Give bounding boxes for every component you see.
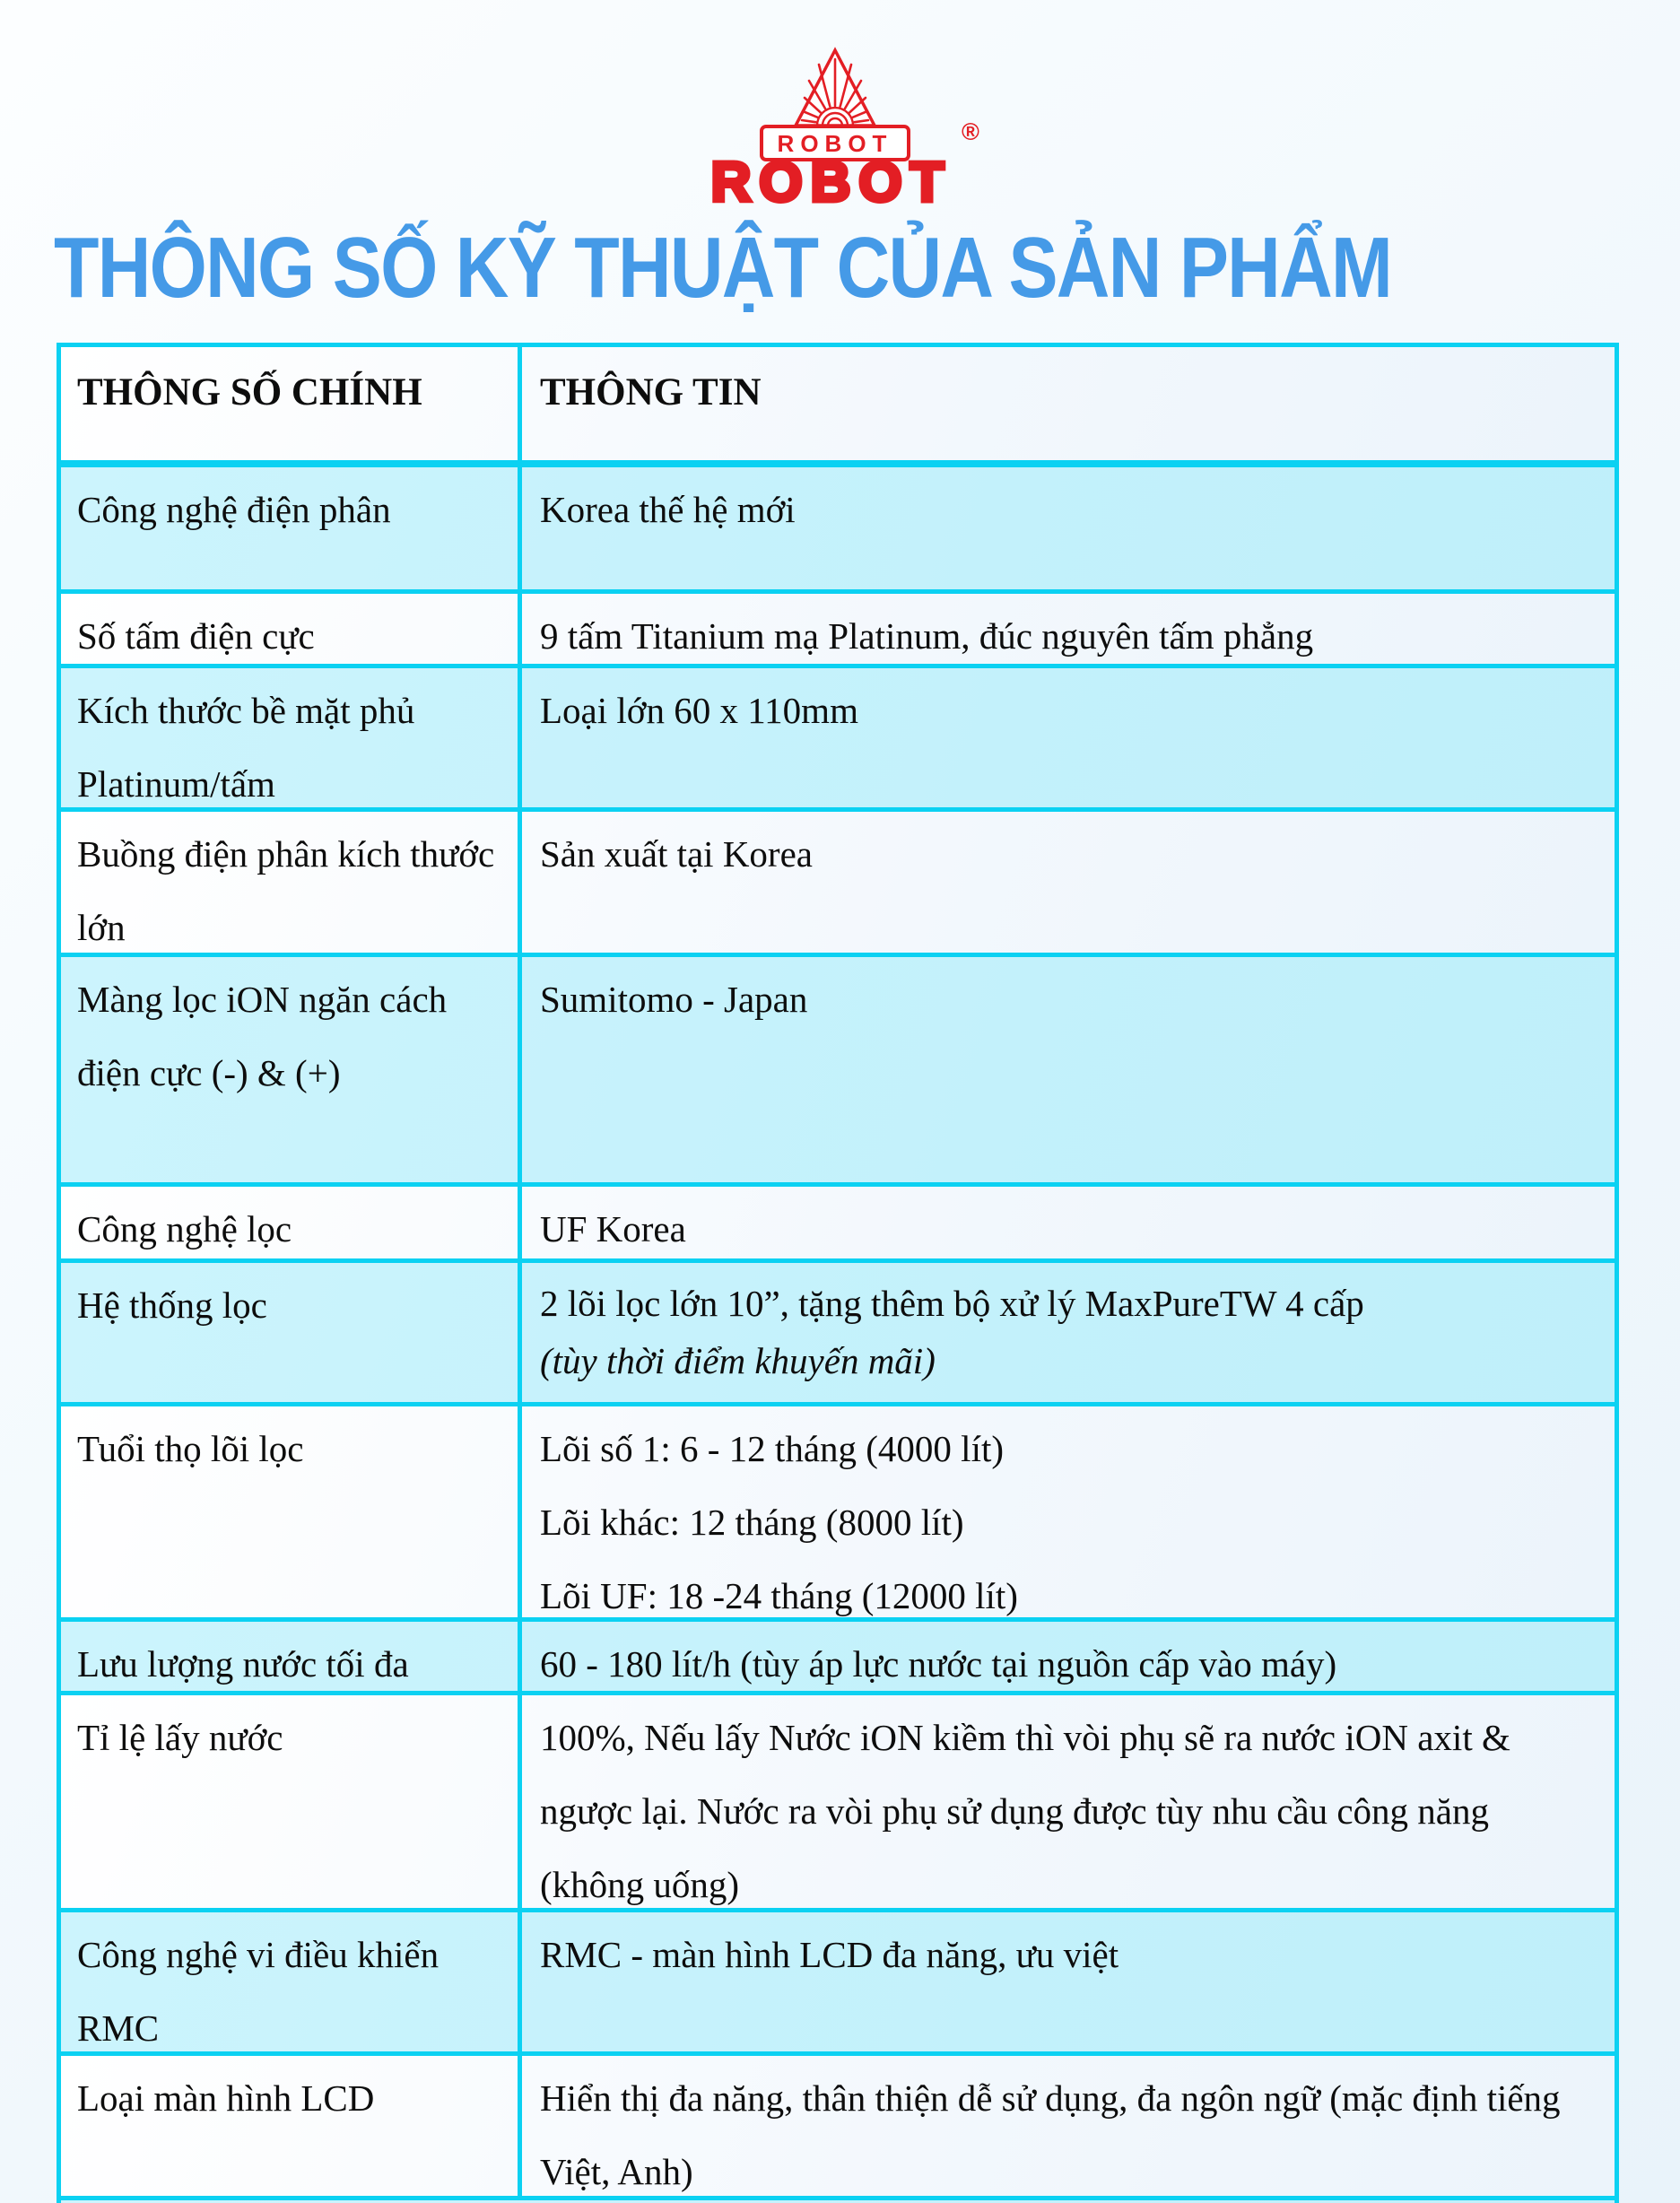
sunburst-triangle-icon [796,50,875,126]
spec-label-cell: Màng lọc iON ngăn cách điện cực (-) & (+) [61,957,522,1182]
table-header-info: THÔNG TIN [540,371,762,414]
spec-value-cell [522,1695,1615,1908]
spec-value-cell [522,1622,1615,1691]
spec-value-line: UF Korea [540,1208,686,1250]
spec-value-cell [522,2056,1615,2196]
table-header-param: THÔNG SỐ CHÍNH [61,347,522,460]
spec-value-cell [522,1406,1615,1617]
spec-label-cell: Tuổi thọ lõi lọc [61,1406,522,1617]
spec-value-line: Lõi số 1: 6 - 12 tháng (4000 lít) [540,1428,1005,1469]
spec-value-cell [522,1263,1615,1402]
spec-value-line: 60 - 180 lít/h (tùy áp lực nước tại nguồn cấp vào máy) [540,1643,1337,1685]
table-row [61,1691,1615,1908]
spec-value-line: Lõi khác: 12 tháng (8000 lít) [540,1502,964,1543]
table-row [61,1402,1615,1617]
spec-value-line: Sumitomo - Japan [540,979,808,1020]
spec-value-line: Lõi UF: 18 -24 tháng (12000 lít) [540,1575,1018,1616]
spec-value-cell [522,1912,1615,2051]
spec-label-cell: Công nghệ điện phân [61,467,522,589]
spec-label-cell: Công nghệ lọc [61,1187,522,1258]
page-title: THÔNG SỐ KỸ THUẬT CỦA SẢN PHẨM [54,220,1392,316]
spec-value-line: 100%, Nếu lấy Nước iON kiềm thì vòi phụ sẽ ra nước iON axit & ngược lại. Nước ra vòi phụ sử dụng được tùy nhu cầu công năng (không uống) [540,1717,1510,1905]
table-row [61,460,1615,589]
spec-value-line: Sản xuất tại Korea [540,833,813,875]
robot-logo [688,30,993,210]
spec-table [57,343,1619,2203]
spec-label-cell: Hệ thống lọc [61,1263,522,1402]
spec-value-line: Hiển thị đa năng, thân thiện dễ sử dụng, đa ngôn ngữ (mặc định tiếng Việt, Anh) [540,2077,1561,2192]
spec-value-line: RMC - màn hình LCD đa năng, ưu việt [540,1934,1119,1975]
spec-label-cell: Công nghệ vi điều khiển RMC [61,1912,522,2051]
spec-label-cell: Kích thước bề mặt phủ Platinum/tấm [61,668,522,807]
spec-label-cell: Lưu lượng nước tối đa [61,1622,522,1691]
spec-value-cell [522,594,1615,664]
spec-value-line: 9 tấm Titanium mạ Platinum, đúc nguyên tấm phẳng [540,615,1314,657]
table-row-partial [61,2196,1615,2203]
table-row [61,664,1615,807]
spec-value-cell [522,957,1615,1182]
robot-logo-icon [688,30,993,210]
spec-value-line: 2 lõi lọc lớn 10”, tặng thêm bộ xử lý MaxPureTW 4 cấp [540,1283,1364,1324]
spec-value-cell [522,1187,1615,1258]
spec-value-line: Loại lớn 60 x 110mm [540,690,858,731]
spec-value-cell [522,812,1615,953]
spec-label-cell: Buồng điện phân kích thước lớn [61,812,522,953]
spec-value-cell [522,467,1615,589]
spec-table-body [61,460,1615,2203]
spec-value-cell [522,668,1615,807]
table-row [61,1258,1615,1402]
spec-label-cell: Số tấm điện cực [61,594,522,664]
table-row [61,807,1615,953]
spec-value-line: (tùy thời điểm khuyến mãi) [540,1339,936,1381]
spec-label-cell: Loại màn hình LCD [61,2056,522,2196]
table-row [61,589,1615,664]
robot-main-text: ROBOT [710,152,952,210]
robot-box-text: ROBOT [777,130,892,157]
registered-trademark-icon: ® [961,118,979,145]
table-row [61,1617,1615,1691]
table-row [61,2051,1615,2196]
spec-value-line: Korea thế hệ mới [540,489,796,530]
table-row [61,953,1615,1182]
table-row [61,1908,1615,2051]
table-header-row [61,347,1615,460]
spec-label-cell: Tỉ lệ lấy nước [61,1695,522,1908]
table-row [61,1182,1615,1258]
